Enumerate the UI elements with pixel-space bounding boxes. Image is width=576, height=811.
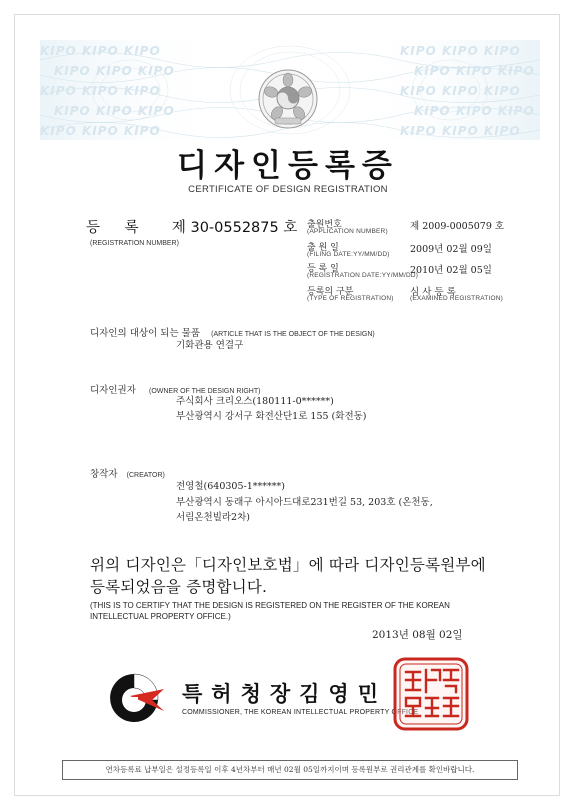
filing-date-value: 2009년 02월 09일 (410, 244, 492, 255)
issue-date: 2013년 08월 02일 (372, 629, 463, 641)
owner-name: 주식회사 크리오스(180111-0******) (176, 396, 334, 407)
application-number-label: 출원번호 (307, 220, 342, 230)
article-label-en: (ARTICLE THAT IS THE OBJECT OF THE DESIGN) (211, 331, 375, 338)
registration-number: 30-0552875 (190, 220, 279, 236)
watermark-text: KIPO KIPO KIPO (40, 124, 161, 138)
certificate-title: 디자인등록증 (177, 148, 399, 184)
watermark-text: KIPO KIPO KIPO (400, 124, 521, 138)
registration-suffix: 호 (283, 220, 298, 236)
application-number-label-en: (APPLICATION NUMBER) (307, 228, 388, 235)
creator-address-line2: 서림온천빌라2차) (176, 512, 250, 523)
watermark-text: KIPO KIPO KIPO (414, 64, 535, 78)
registration-number-line (86, 216, 297, 237)
registration-type-label: 등록의 구분 (307, 287, 354, 297)
certificate-title-en: CERTIFICATE OF DESIGN REGISTRATION (188, 184, 388, 195)
owner-address: 부산광역시 강서구 화전산단1로 155 (화전동) (176, 411, 367, 422)
article-value: 기화관용 연결구 (176, 340, 244, 351)
registration-type-label-en: (TYPE OF REGISTRATION) (307, 295, 394, 302)
watermark-text: KIPO KIPO KIPO (400, 84, 521, 98)
application-number-value: 제 2009-0005079 호 (410, 221, 505, 232)
certification-en-line-2: INTELLECTUAL PROPERTY OFFICE.) (90, 612, 231, 621)
registration-prefix: 등 록 (86, 220, 149, 236)
watermark-text: KIPO KIPO KIPO (40, 84, 161, 98)
annual-fee-notice: 연차등록료 납부일은 설정등록일 이후 4년차부터 매년 02월 05일까지이며 등록원부로 권리관계를 확인바랍니다. (62, 760, 518, 780)
watermark-text: KIPO KIPO KIPO (414, 104, 535, 118)
kipo-logo-icon (104, 670, 166, 726)
official-seal-icon (392, 656, 470, 732)
creator-name: 전영철(640305-1******) (176, 481, 285, 492)
creator-label-en: (CREATOR) (126, 472, 165, 479)
watermark-text: KIPO KIPO KIPO (400, 44, 521, 58)
registration-type-value-en: (EXAMINED REGISTRATION) (410, 295, 503, 302)
certification-en-line-1: (THIS IS TO CERTIFY THAT THE DESIGN IS REGISTERED ON THE REGISTER OF THE KOREAN (90, 601, 450, 610)
creator-label: 창작자 (90, 469, 118, 480)
filing-date-label: 출 원 일 (307, 243, 339, 253)
commissioner-name: 특허청장김영민 (182, 682, 388, 706)
watermark-text: KIPO KIPO KIPO (54, 104, 175, 118)
registration-number-label-en: (REGISTRATION NUMBER) (90, 240, 179, 247)
commissioner-title-en: COMMISSIONER, THE KOREAN INTELLECTUAL PROPERTY OFFICE (182, 709, 419, 716)
registration-date-label-en: (REGISTRATION DATE:YY/MM/DD) (307, 272, 419, 279)
national-emblem-icon (257, 68, 319, 130)
owner-label-en: (OWNER OF THE DESIGN RIGHT) (148, 388, 261, 395)
registration-date-label: 등 록 일 (307, 264, 339, 274)
registration-label: 제 (171, 220, 186, 236)
creator-heading (90, 462, 165, 481)
creator-address-line1: 부산광역시 동래구 아시아드대로231번길 53, 203호 (온천동, (176, 497, 433, 508)
article-label: 디자인의 대상이 되는 물품 (90, 328, 201, 339)
certification-line-1: 위의 디자인은「디자인보호법」에 따라 디자인등록원부에 (90, 556, 486, 574)
filing-date-label-en: (FILING DATE:YY/MM/DD) (307, 251, 390, 258)
watermark-text: KIPO KIPO KIPO (40, 44, 161, 58)
registration-type-value: 심 사 등 록 (410, 287, 456, 298)
owner-label: 디자인권자 (90, 385, 136, 396)
certification-line-2: 등록되었음을 증명합니다. (90, 578, 268, 596)
watermark-text: KIPO KIPO KIPO (54, 64, 175, 78)
registration-date-value: 2010년 02월 05일 (410, 265, 492, 276)
